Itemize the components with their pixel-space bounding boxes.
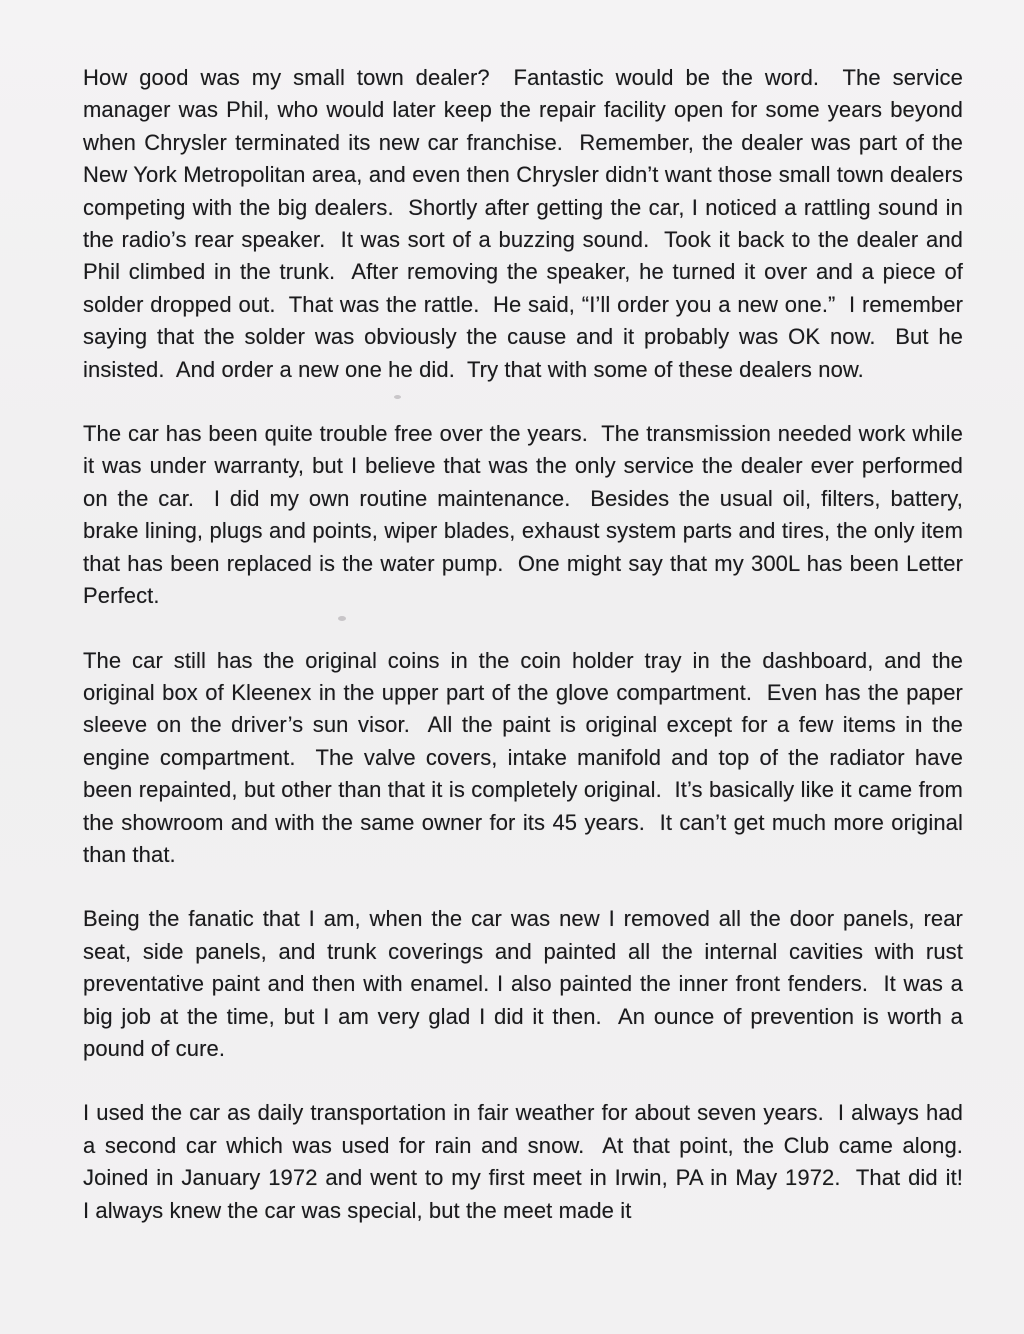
paragraph: Being the fanatic that I am, when the car was new I removed all the door panels, rear seat, side panels, and trunk coverings and painted all the internal cavities with rust preventative paint and then with enamel. I also painted the inner front fenders. It was a big job at the time, but I am very glad I did it then. An ounce of prevention is worth a pound of cure. bbox=[83, 906, 970, 1061]
paragraph: I used the car as daily transportation in fair weather for about seven years. I always had a second car which was used for rain and snow. At that point, the Club came along. Joined in January 1972 and went to my first meet in Irwin, PA in May 1972. That did it! I always knew the car was special, but the meet made it bbox=[83, 1100, 988, 1223]
paragraph: The car has been quite trouble free over the years. The transmission needed work while it was under warranty, but I believe that was the only service the dealer ever performed on the car. I did my own routine maintenance. Besides the usual oil, filters, battery, brake lining, plugs and points, wiper blades, exhaust system parts and tires, the only item that has been replaced is the water pump. One might say that my 300L has been Letter Perfect. bbox=[83, 421, 970, 609]
paragraph: The car still has the original coins in the coin holder tray in the dashboard, and the original box of Kleenex in the upper part of the glove compartment. Even has the paper sleeve on the driver’s sun visor. All the paint is original except for a few items in the engine compartment. The valve covers, intake manifold and top of the radiator have been repainted, but other than that it is completely original. It’s basically like it came from the showroom and with the same owner for its 45 years. It can’t get much more original than that. bbox=[83, 647, 970, 867]
paragraph: How good was my small town dealer? Fantastic would be the word. The service manager was Phil, who would later keep the repair facility open for some years beyond when Chrysler terminated its new car franchise. Remember, the dealer was part of the New York Metropolitan area, and even then Chrysler didn’t want those small town dealers competing with the big dealers. Shortly after getting the car, I noticed a rattling sound in the radio’s rear speaker. It was sort of a buzzing sound. Took it back to the dealer and Phil climbed in the trunk. After removing the speaker, he turned it over and a piece of solder dropped out. That was the rattle. He said, “I’ll order you a new one.” I remember saying that the solder was obviously the cause and it probably was OK now. But he insisted. And order a new one he did. Try that with some of these dealers now. bbox=[83, 65, 970, 382]
scan-speck bbox=[338, 616, 346, 621]
letter-body bbox=[83, 62, 988, 1259]
scan-speck bbox=[394, 395, 401, 399]
